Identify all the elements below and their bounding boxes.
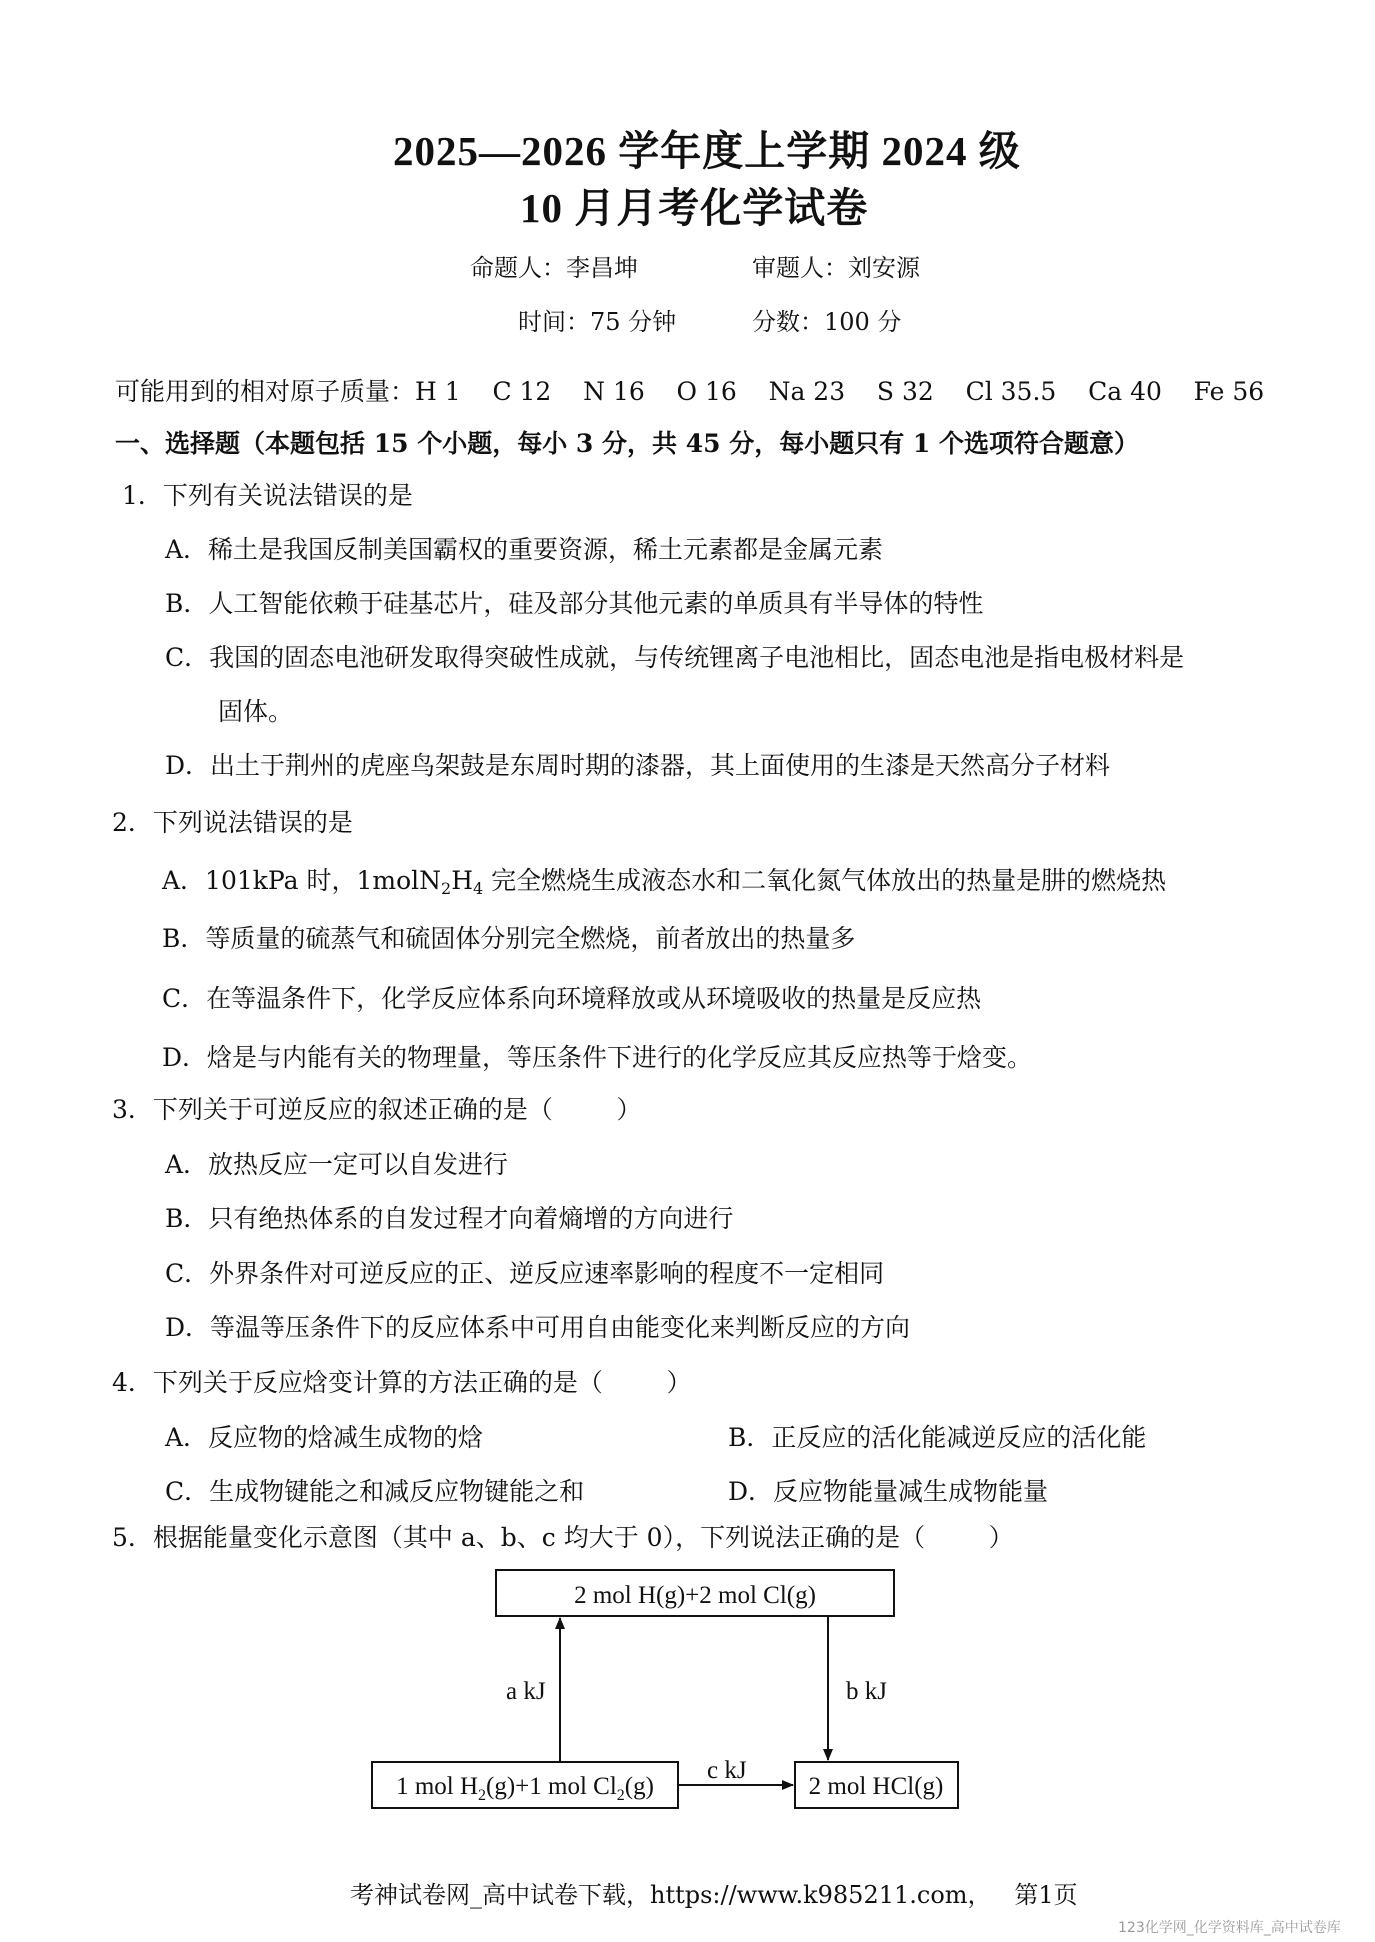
subscript: 2 <box>441 879 452 898</box>
products-box-label: 2 mol HCl(g) <box>808 1773 944 1800</box>
question-2-option-b: B．等质量的硫蒸气和硫固体分别完全燃烧，前者放出的热量多 <box>162 924 856 953</box>
question-2-option-d: D．焓是与内能有关的物理量，等压条件下进行的化学反应其反应热等于焓变。 <box>162 1043 1033 1072</box>
question-1-option-a: A．稀土是我国反制美国霸权的重要资源，稀土元素都是金属元素 <box>165 535 884 564</box>
question-1-option-b: B．人工智能依赖于硅基芯片，硅及部分其他元素的单质具有半导体的特性 <box>165 589 984 618</box>
watermark: 123化学网_化学资料库_高中试卷库 <box>1118 1920 1341 1936</box>
question-3-option-b: B．只有绝热体系的自发过程才向着熵增的方向进行 <box>165 1204 734 1233</box>
question-3-option-a: A．放热反应一定可以自发进行 <box>165 1150 509 1179</box>
question-1-option-c-cont: 固体。 <box>218 697 294 726</box>
question-reviewer: 审题人：刘安源 <box>752 254 920 282</box>
question-4-stem: 4．下列关于反应焓变计算的方法正确的是（ ） <box>112 1368 692 1397</box>
exam-time: 时间：75 分钟 <box>518 308 677 336</box>
section-heading: 一、选择题（本题包括 15 个小题，每小 3 分，共 45 分，每小题只有 1 个选项符合题意） <box>115 429 1140 458</box>
question-2-option-c: C．在等温条件下，化学反应体系向环境释放或从环境吸收的热量是反应热 <box>162 984 982 1013</box>
exam-score: 分数：100 分 <box>752 308 902 336</box>
page-footer: 考神试卷网_高中试卷下载，https://www.k985211.com， 第1页 <box>350 1881 1078 1909</box>
label-b: b kJ <box>846 1678 887 1705</box>
question-3-option-c: C．外界条件对可逆反应的正、逆反应速率影响的程度不一定相同 <box>165 1259 885 1288</box>
atomic-masses-line: 可能用到的相对原子质量：H 1 C 12 N 16 O 16 Na 23 S 32 Cl 35.5 Ca 40 Fe 56 <box>115 377 1265 406</box>
top-energy-box-label: 2 mol H(g)+2 mol Cl(g) <box>574 1582 816 1609</box>
subscript: 4 <box>473 879 484 898</box>
label-c: c kJ <box>707 1757 747 1784</box>
reactants-box-label: 1 mol $H_2(g)+1$ mol $Cl_2(g)$ <box>396 1773 654 1804</box>
label-a: a kJ <box>506 1678 546 1705</box>
question-1-option-d: D．出土于荆州的虎座鸟架鼓是东周时期的漆器，其上面使用的生漆是天然高分子材料 <box>165 751 1111 780</box>
exam-title-line1: 2025—2026 学年度上学期 2024 级 <box>393 128 1021 174</box>
question-3-stem: 3．下列关于可逆反应的叙述正确的是（ ） <box>112 1095 642 1124</box>
exam-title-line2: 10 月月考化学试卷 <box>520 185 869 231</box>
energy-diagram <box>360 1560 980 1820</box>
question-2-option-a-part3: 完全燃烧生成液态水和二氧化氮气体放出的热量是肼的燃烧热 <box>483 866 1167 895</box>
question-4-option-b: B．正反应的活化能减逆反应的活化能 <box>728 1423 1147 1452</box>
question-5-stem: 5．根据能量变化示意图（其中 a、b、c 均大于 0），下列说法正确的是（ ） <box>112 1523 1014 1552</box>
question-2-stem: 2．下列说法错误的是 <box>112 808 353 837</box>
question-4-option-a: A．反应物的焓减生成物的焓 <box>165 1423 484 1452</box>
question-2-option-a-part2: H <box>451 866 474 895</box>
question-2-option-a-part1: A．101kPa 时，1molN <box>162 866 442 895</box>
question-1-option-c: C．我国的固态电池研发取得突破性成就，与传统锂离子电池相比，固态电池是指电极材料是 <box>165 643 1185 672</box>
question-author: 命题人：李昌坤 <box>470 254 638 282</box>
question-1-stem: 1．下列有关说法错误的是 <box>122 481 413 510</box>
question-4-option-d: D．反应物能量减生成物能量 <box>728 1477 1049 1506</box>
question-2-option-a <box>162 861 1166 898</box>
question-3-option-d: D．等温等压条件下的反应体系中可用自由能变化来判断反应的方向 <box>165 1313 911 1342</box>
question-4-option-c: C．生成物键能之和减反应物键能之和 <box>165 1477 585 1506</box>
